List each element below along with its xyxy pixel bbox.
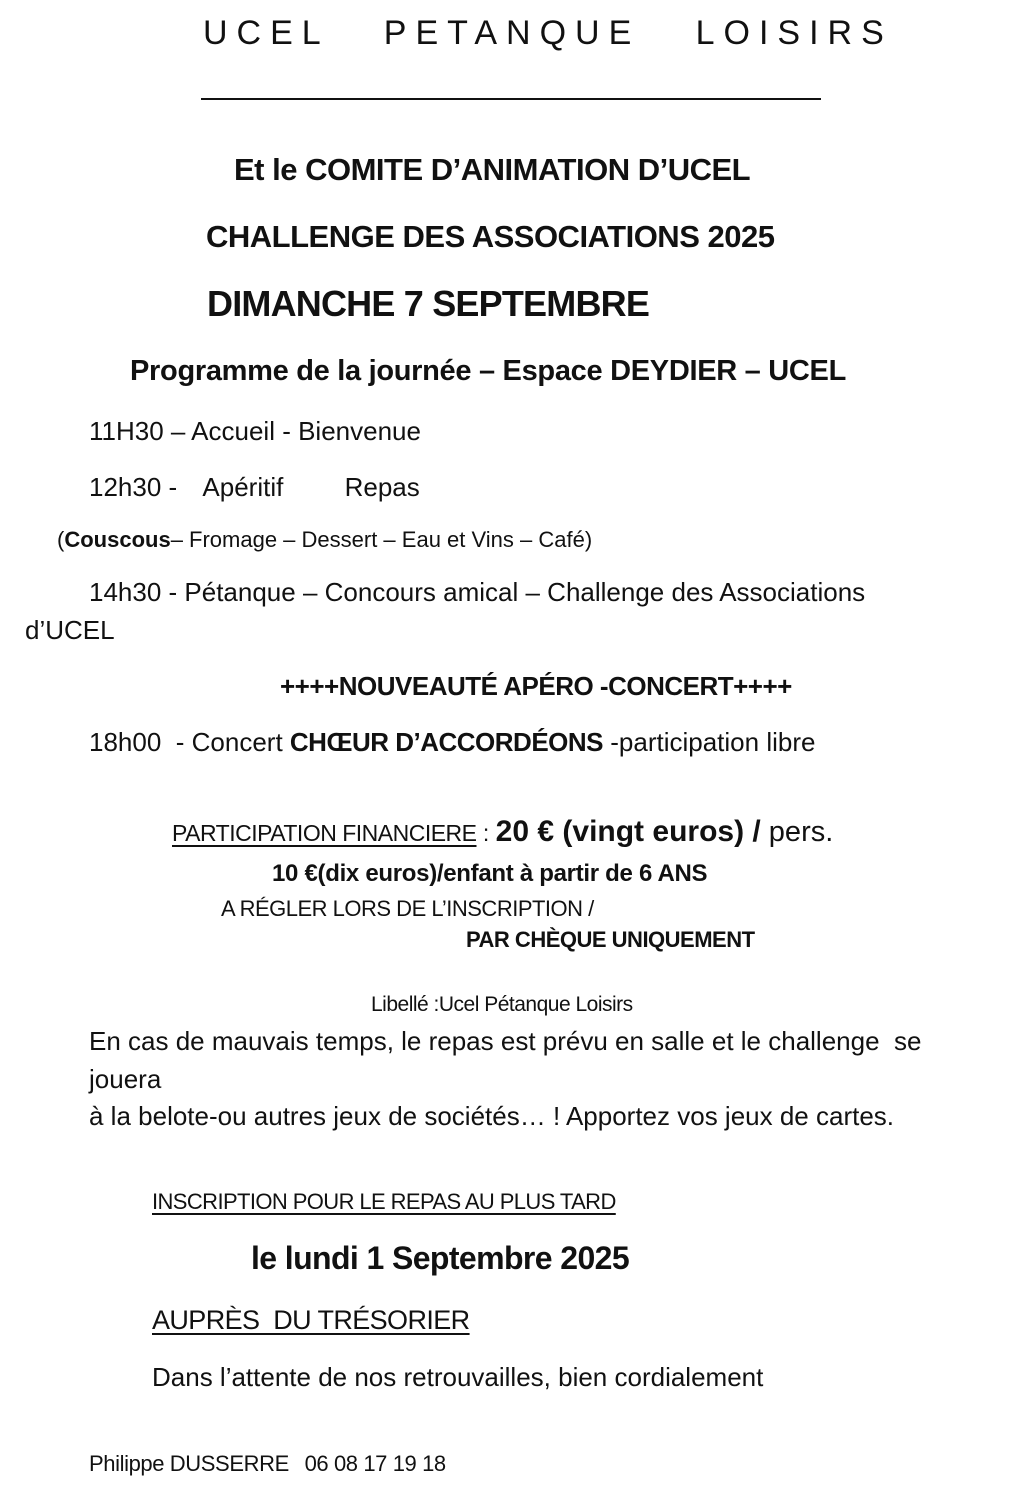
meal-aperitif: Apéritif: [202, 472, 284, 502]
registration-deadline-date: le lundi 1 Septembre 2025: [251, 1240, 630, 1276]
program-item-petanque-cont: d’UCEL: [25, 615, 115, 645]
registration-deadline-label: INSCRIPTION POUR LE REPAS AU PLUS TARD: [152, 1189, 616, 1214]
weather-line-1: En cas de mauvais temps, le repas est prévu en salle et le challenge se: [89, 1026, 922, 1056]
contact-phone: 06 08 17 19 18: [304, 1451, 446, 1476]
co-organizer: Et le COMITE D’ANIMATION D’UCEL: [234, 152, 751, 187]
club-title: UCEL PETANQUE LOISIRS: [203, 14, 893, 52]
program-item-meal: [89, 472, 420, 503]
payment-line-2: PAR CHÈQUE UNIQUEMENT: [466, 927, 755, 952]
program-title: Programme de la journée – Espace DEYDIER – UCEL: [130, 355, 846, 387]
menu-rest: – Fromage – Dessert – Eau et Vins – Café): [170, 527, 593, 552]
event-date: DIMANCHE 7 SEPTEMBRE: [207, 283, 650, 324]
price-line: [172, 815, 833, 849]
concert-name: CHŒUR D’ACCORDÉONS: [289, 727, 604, 757]
price-separator: :: [476, 820, 496, 846]
program-item-petanque: 14h30 - Pétanque – Concours amical – Challenge des Associations: [89, 577, 866, 607]
menu-main-dish: Couscous: [64, 527, 171, 552]
menu-line: [57, 527, 592, 553]
weather-line-2: jouera: [89, 1064, 162, 1094]
weather-line-3: à la belote-ou autres jeux de sociétés… ! Apportez vos jeux de cartes.: [89, 1101, 895, 1131]
contact-name: Philippe DUSSERRE: [89, 1451, 289, 1476]
meal-repas: Repas: [344, 472, 420, 502]
concert-time: 18h00 - Concert: [89, 727, 290, 757]
registration-contact-label: AUPRÈS DU TRÉSORIER: [152, 1305, 470, 1335]
cheque-payee: Libellé :Ucel Pétanque Loisirs: [371, 993, 633, 1016]
meal-time: 12h30 -: [89, 472, 178, 502]
concert-note: -participation libre: [603, 727, 816, 757]
novelty-banner: ++++NOUVEAUTÉ APÉRO -CONCERT++++: [280, 671, 792, 701]
program-item-welcome: 11H30 – Accueil - Bienvenue: [89, 416, 421, 446]
payment-line-1: A RÉGLER LORS DE L’INSCRIPTION /: [221, 896, 594, 921]
price-adult: 20 € (vingt euros) /: [495, 815, 761, 848]
price-label: PARTICIPATION FINANCIERE: [172, 820, 477, 846]
program-item-concert: [89, 727, 815, 758]
closing-line: Dans l’attente de nos retrouvailles, bien cordialement: [152, 1362, 764, 1392]
contact-line: [89, 1451, 446, 1477]
menu-open-paren: (: [57, 527, 65, 552]
price-unit: pers.: [760, 816, 834, 848]
event-name: CHALLENGE DES ASSOCIATIONS 2025: [206, 219, 775, 254]
title-divider: [201, 98, 821, 100]
price-child: 10 €(dix euros)/enfant à partir de 6 ANS: [272, 860, 708, 887]
